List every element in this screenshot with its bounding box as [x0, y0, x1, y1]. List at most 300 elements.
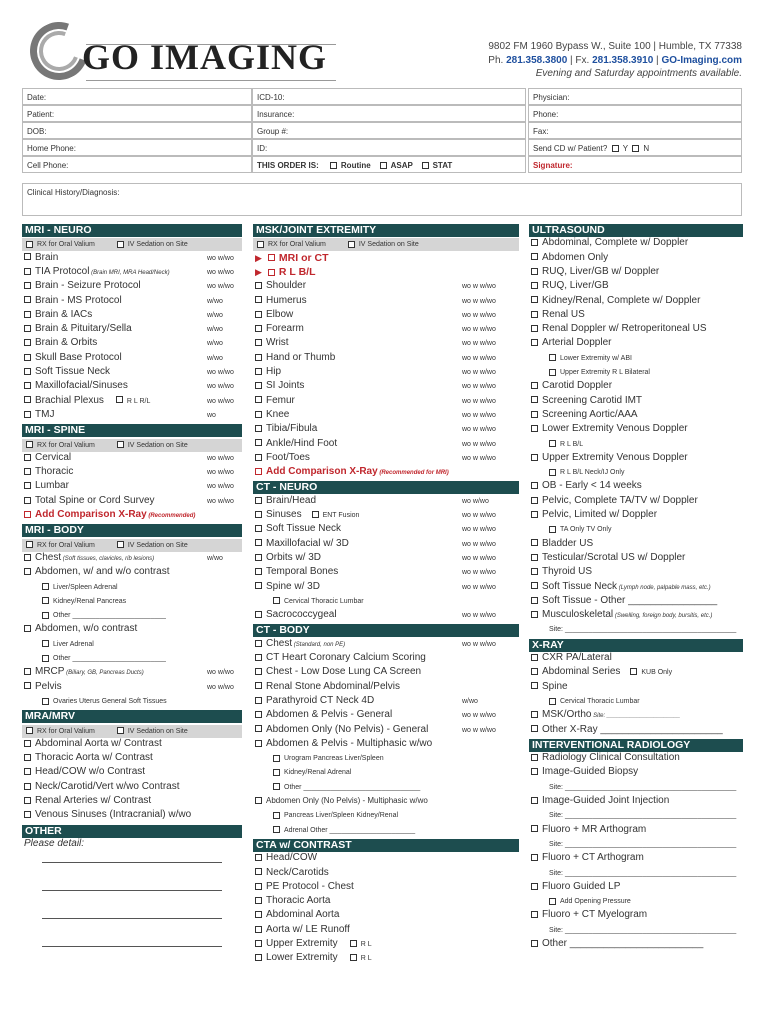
- lumbar-checkbox[interactable]: [24, 482, 31, 489]
- cxr-pa-lateral-option[interactable]: [531, 652, 612, 666]
- contrast-options[interactable]: [462, 410, 496, 422]
- other-option[interactable]: [531, 938, 703, 952]
- temporal-bones-checkbox[interactable]: [255, 568, 262, 575]
- renal-arteries-w-contrast-option[interactable]: [24, 795, 151, 809]
- lower-extremity-venous-doppler-checkbox[interactable]: [531, 425, 538, 432]
- cervical-option[interactable]: [24, 452, 71, 466]
- upper-extremity-r-l-bilateral-checkbox[interactable]: [549, 369, 556, 376]
- thoracic-aorta-w-contrast-option[interactable]: [24, 752, 153, 766]
- ent-fusion-checkbox[interactable]: [312, 511, 319, 518]
- screening-carotid-imt-option[interactable]: [531, 395, 642, 409]
- kub-only-checkbox[interactable]: [630, 668, 637, 675]
- contrast-options[interactable]: [462, 353, 496, 365]
- neck-carotid-vert-w-wo-contrast-checkbox[interactable]: [24, 783, 31, 790]
- kidney-renal-adrenal-suboptions[interactable]: [273, 767, 351, 781]
- urogram-pancreas-liver-spleen-checkbox[interactable]: [273, 755, 280, 762]
- adrenal-other-checkbox[interactable]: [273, 826, 280, 833]
- lower-extremity-option[interactable]: [255, 952, 372, 966]
- site-suboptions[interactable]: [549, 782, 736, 796]
- ct-heart-coronary-calcium-scoring-option[interactable]: [255, 652, 426, 666]
- cervical-thoracic-lumbar-suboptions[interactable]: [549, 696, 640, 710]
- contrast-options[interactable]: [207, 553, 223, 565]
- musculoskeletal-option[interactable]: [531, 609, 712, 623]
- foot-toes-checkbox[interactable]: [255, 454, 262, 461]
- pe-protocol-chest-checkbox[interactable]: [255, 883, 262, 890]
- image-guided-biopsy-checkbox[interactable]: [531, 768, 538, 775]
- oral-valium-checkbox[interactable]: [26, 727, 33, 734]
- hand-or-thumb-option[interactable]: [255, 352, 335, 366]
- hip-option[interactable]: [255, 366, 281, 380]
- pelvic-complete-ta-tv-w-doppler-checkbox[interactable]: [531, 497, 538, 504]
- contrast-options[interactable]: [207, 267, 234, 279]
- wrist-checkbox[interactable]: [255, 339, 262, 346]
- msk-ortho-option[interactable]: [531, 709, 680, 723]
- soft-tissue-neck-checkbox[interactable]: [24, 368, 31, 375]
- renal-us-checkbox[interactable]: [531, 311, 538, 318]
- abdominal-aorta-w-contrast-option[interactable]: [24, 738, 162, 752]
- contrast-options[interactable]: [207, 296, 223, 308]
- elbow-option[interactable]: [255, 309, 293, 323]
- iv-sedation-checkbox[interactable]: [117, 241, 124, 248]
- contrast-options[interactable]: [462, 324, 496, 336]
- side-options[interactable]: R L B/L: [278, 265, 316, 278]
- contrast-options[interactable]: [462, 453, 496, 465]
- contrast-options[interactable]: [462, 310, 496, 322]
- abdominal-aorta-checkbox[interactable]: [255, 911, 262, 918]
- iv-sedation-checkbox[interactable]: [117, 727, 124, 734]
- hip-checkbox[interactable]: [255, 368, 262, 375]
- abdominal-series-option[interactable]: [531, 666, 672, 680]
- head-cow-w-o-contrast-checkbox[interactable]: [24, 768, 31, 775]
- orbits-w-3d-checkbox[interactable]: [255, 554, 262, 561]
- ankle-hind-foot-checkbox[interactable]: [255, 439, 262, 446]
- skull-base-protocol-option[interactable]: [24, 352, 122, 366]
- orbits-w-3d-option[interactable]: [255, 552, 321, 566]
- other-suboptions[interactable]: [42, 610, 166, 624]
- side-checkbox[interactable]: [350, 940, 357, 947]
- contrast-options[interactable]: [462, 725, 496, 737]
- brain-head-option[interactable]: [255, 495, 316, 509]
- upper-extremity-venous-doppler-checkbox[interactable]: [531, 454, 538, 461]
- ovaries-uterus-general-soft-tissues-suboptions[interactable]: [42, 696, 167, 710]
- signature-field[interactable]: Signature:: [528, 156, 742, 173]
- brain-orbits-option[interactable]: [24, 337, 97, 351]
- chest-low-dose-lung-ca-screen-option[interactable]: [255, 666, 421, 680]
- sacrococcygeal-checkbox[interactable]: [255, 611, 262, 618]
- mri-or-ct-options[interactable]: MRI or CT: [278, 251, 329, 264]
- contrast-options[interactable]: [462, 567, 496, 579]
- ruq-liver-gb-option[interactable]: [531, 280, 609, 294]
- brain-seizure-protocol-option[interactable]: [24, 280, 141, 294]
- brain-pituitary-sella-option[interactable]: [24, 323, 132, 337]
- pelvic-limited-w-doppler-option[interactable]: [531, 509, 657, 523]
- brain-orbits-checkbox[interactable]: [24, 339, 31, 346]
- chest-checkbox[interactable]: [255, 640, 262, 647]
- other-suboptions[interactable]: [42, 653, 166, 667]
- contrast-options[interactable]: [207, 682, 234, 694]
- soft-tissue-neck-checkbox[interactable]: [255, 525, 262, 532]
- venous-sinuses-intracranial-w-wo-checkbox[interactable]: [24, 811, 31, 818]
- contrast-options[interactable]: [207, 481, 234, 493]
- brachial-plexus-option[interactable]: [24, 395, 150, 409]
- parathyroid-ct-neck-4d-checkbox[interactable]: [255, 697, 262, 704]
- ob-early-14-weeks-checkbox[interactable]: [531, 482, 538, 489]
- insurance-field[interactable]: Insurance:: [252, 105, 526, 122]
- dob-field[interactable]: DOB:: [22, 122, 252, 139]
- mri-ct-checkbox[interactable]: [268, 254, 275, 261]
- ta-only-tv-only-suboptions[interactable]: [549, 524, 611, 538]
- fax-field[interactable]: Fax:: [528, 122, 742, 139]
- phone-field[interactable]: Phone:: [528, 105, 742, 122]
- pancreas-liver-spleen-kidney-renal-checkbox[interactable]: [273, 812, 280, 819]
- knee-checkbox[interactable]: [255, 411, 262, 418]
- brachial-plexus-checkbox[interactable]: [24, 396, 31, 403]
- r-l-b-l-suboptions[interactable]: [549, 439, 583, 453]
- pelvic-complete-ta-tv-w-doppler-option[interactable]: [531, 495, 698, 509]
- adrenal-other-suboptions[interactable]: [273, 825, 415, 839]
- brain-pituitary-sella-checkbox[interactable]: [24, 325, 31, 332]
- website-link[interactable]: GO-Imaging.com: [661, 54, 742, 66]
- asap-checkbox[interactable]: [380, 162, 387, 169]
- detail-line-1[interactable]: [42, 862, 222, 863]
- contrast-options[interactable]: [207, 453, 234, 465]
- abdomen-pelvis-general-option[interactable]: [255, 709, 392, 723]
- mrcp-option[interactable]: [24, 666, 144, 680]
- group-field[interactable]: Group #:: [252, 122, 526, 139]
- lower-extremity-venous-doppler-option[interactable]: [531, 423, 688, 437]
- mrcp-checkbox[interactable]: [24, 668, 31, 675]
- oral-valium-checkbox[interactable]: [26, 241, 33, 248]
- image-guided-biopsy-option[interactable]: [531, 766, 638, 780]
- contrast-options[interactable]: [207, 353, 223, 365]
- contrast-options[interactable]: [462, 582, 496, 594]
- cervical-checkbox[interactable]: [24, 454, 31, 461]
- upper-extremity-checkbox[interactable]: [255, 940, 262, 947]
- total-spine-or-cord-survey-option[interactable]: [24, 495, 155, 509]
- date-field[interactable]: Date:: [22, 88, 252, 105]
- contrast-options[interactable]: [462, 696, 478, 708]
- chest-option[interactable]: [255, 638, 345, 652]
- renal-stone-abdominal-pelvis-option[interactable]: [255, 681, 400, 695]
- detail-line-2[interactable]: [42, 890, 222, 891]
- testicular-scrotal-us-w-doppler-checkbox[interactable]: [531, 554, 538, 561]
- contrast-options[interactable]: [462, 396, 496, 408]
- thoracic-option[interactable]: [24, 466, 73, 480]
- abdominal-complete-w-doppler-option[interactable]: [531, 237, 688, 251]
- screening-aortic-aaa-option[interactable]: [531, 409, 638, 423]
- other-suboptions[interactable]: [273, 782, 420, 796]
- ruq-liver-gb-w-doppler-option[interactable]: [531, 266, 659, 280]
- si-joints-checkbox[interactable]: [255, 382, 262, 389]
- arterial-doppler-option[interactable]: [531, 337, 611, 351]
- head-cow-option[interactable]: [255, 852, 317, 866]
- contrast-options[interactable]: [207, 496, 234, 508]
- contrast-options[interactable]: [207, 253, 234, 265]
- side-checkbox[interactable]: [268, 269, 275, 276]
- thoracic-aorta-checkbox[interactable]: [255, 897, 262, 904]
- ct-heart-coronary-calcium-scoring-checkbox[interactable]: [255, 654, 262, 661]
- cervical-thoracic-lumbar-checkbox[interactable]: [549, 698, 556, 705]
- lower-extremity-w-abi-suboptions[interactable]: [549, 353, 632, 367]
- contrast-options[interactable]: [207, 381, 234, 393]
- brain-ms-protocol-checkbox[interactable]: [24, 296, 31, 303]
- femur-checkbox[interactable]: [255, 396, 262, 403]
- lower-extremity-checkbox[interactable]: [255, 954, 262, 961]
- screening-carotid-imt-checkbox[interactable]: [531, 396, 538, 403]
- contrast-options[interactable]: [462, 610, 496, 622]
- cxr-pa-lateral-checkbox[interactable]: [531, 654, 538, 661]
- musculoskeletal-checkbox[interactable]: [531, 611, 538, 618]
- contrast-options[interactable]: [462, 510, 496, 522]
- lower-extremity-w-abi-checkbox[interactable]: [549, 354, 556, 361]
- shoulder-checkbox[interactable]: [255, 282, 262, 289]
- oral-valium-checkbox[interactable]: [26, 541, 33, 548]
- thoracic-aorta-option[interactable]: [255, 895, 330, 909]
- maxillofacial-w-3d-checkbox[interactable]: [255, 539, 262, 546]
- thoracic-aorta-w-contrast-checkbox[interactable]: [24, 754, 31, 761]
- thoracic-checkbox[interactable]: [24, 468, 31, 475]
- contrast-options[interactable]: [462, 338, 496, 350]
- contrast-options[interactable]: [462, 424, 496, 436]
- pelvis-option[interactable]: [24, 681, 62, 695]
- contrast-options[interactable]: [207, 396, 234, 408]
- neck-carotid-vert-w-wo-contrast-option[interactable]: [24, 781, 180, 795]
- center-phone[interactable]: 281.358.3800: [506, 54, 568, 66]
- chest-option[interactable]: [24, 552, 154, 566]
- send-cd-yes-checkbox[interactable]: [612, 145, 619, 152]
- tibia-fibula-option[interactable]: [255, 423, 317, 437]
- chest-low-dose-lung-ca-screen-checkbox[interactable]: [255, 668, 262, 675]
- abdomen-w-o-contrast-option[interactable]: [24, 623, 137, 637]
- site-suboptions[interactable]: [549, 925, 736, 939]
- other-checkbox[interactable]: [273, 783, 280, 790]
- chest-checkbox[interactable]: [24, 554, 31, 561]
- renal-arteries-w-contrast-checkbox[interactable]: [24, 797, 31, 804]
- other-x-ray-checkbox[interactable]: [531, 725, 538, 732]
- abdominal-complete-w-doppler-checkbox[interactable]: [531, 239, 538, 246]
- contrast-options[interactable]: [462, 539, 496, 551]
- add-comparison-x-ray-checkbox[interactable]: [24, 511, 31, 518]
- si-joints-option[interactable]: [255, 380, 304, 394]
- sinuses-checkbox[interactable]: [255, 511, 262, 518]
- renal-us-option[interactable]: [531, 309, 585, 323]
- testicular-scrotal-us-w-doppler-option[interactable]: [531, 552, 685, 566]
- liver-spleen-adrenal-suboptions[interactable]: [42, 582, 118, 596]
- contrast-options[interactable]: [207, 410, 216, 422]
- shoulder-option[interactable]: [255, 280, 306, 294]
- upper-extremity-venous-doppler-option[interactable]: [531, 452, 688, 466]
- soft-tissue-neck-option[interactable]: [255, 523, 341, 537]
- patient-field[interactable]: Patient:: [22, 105, 252, 122]
- contrast-options[interactable]: [207, 310, 223, 322]
- ruq-liver-gb-w-doppler-checkbox[interactable]: [531, 268, 538, 275]
- renal-stone-abdominal-pelvis-checkbox[interactable]: [255, 682, 262, 689]
- spine-option[interactable]: [531, 681, 568, 695]
- ovaries-uterus-general-soft-tissues-checkbox[interactable]: [42, 698, 49, 705]
- spine-w-3d-option[interactable]: [255, 581, 320, 595]
- neck-carotids-option[interactable]: [255, 867, 329, 881]
- abdomen-only-no-pelvis-multiphasic-w-wo-checkbox[interactable]: [255, 797, 262, 804]
- site-suboptions[interactable]: [549, 624, 736, 638]
- contrast-options[interactable]: [207, 667, 234, 679]
- add-opening-pressure-suboptions[interactable]: [549, 896, 631, 910]
- urogram-pancreas-liver-spleen-suboptions[interactable]: [273, 753, 384, 767]
- other-checkbox[interactable]: [42, 655, 49, 662]
- contrast-options[interactable]: [207, 324, 223, 336]
- iv-sedation-checkbox[interactable]: [117, 441, 124, 448]
- contrast-options[interactable]: [462, 381, 496, 393]
- brain-iacs-option[interactable]: [24, 309, 92, 323]
- abdomen-w-o-contrast-checkbox[interactable]: [24, 625, 31, 632]
- carotid-doppler-option[interactable]: [531, 380, 612, 394]
- ob-early-14-weeks-option[interactable]: [531, 480, 642, 494]
- soft-tissue-neck-option[interactable]: [24, 366, 110, 380]
- fluoro-mr-arthogram-checkbox[interactable]: [531, 825, 538, 832]
- side-checkbox[interactable]: [116, 396, 123, 403]
- routine-checkbox[interactable]: [330, 162, 337, 169]
- detail-line-3[interactable]: [42, 918, 222, 919]
- liver-spleen-adrenal-checkbox[interactable]: [42, 583, 49, 590]
- sacrococcygeal-option[interactable]: [255, 609, 337, 623]
- maxillofacial-sinuses-checkbox[interactable]: [24, 382, 31, 389]
- r-l-b-l-checkbox[interactable]: [549, 440, 556, 447]
- wrist-option[interactable]: [255, 337, 289, 351]
- temporal-bones-option[interactable]: [255, 566, 338, 580]
- ankle-hind-foot-option[interactable]: [255, 438, 337, 452]
- physician-field[interactable]: Physician:: [528, 88, 742, 105]
- maxillofacial-sinuses-option[interactable]: [24, 380, 128, 394]
- fluoro-ct-myelogram-option[interactable]: [531, 909, 647, 923]
- renal-doppler-w-retroperitoneal-us-checkbox[interactable]: [531, 325, 538, 332]
- mri-or-ct-option[interactable]: [255, 252, 329, 266]
- stat-checkbox[interactable]: [422, 162, 429, 169]
- forearm-checkbox[interactable]: [255, 325, 262, 332]
- renal-doppler-w-retroperitoneal-us-option[interactable]: [531, 323, 707, 337]
- contrast-options[interactable]: [207, 367, 234, 379]
- forearm-option[interactable]: [255, 323, 304, 337]
- site-suboptions[interactable]: [549, 839, 736, 853]
- abdominal-series-checkbox[interactable]: [531, 668, 538, 675]
- fluoro-ct-arthogram-checkbox[interactable]: [531, 854, 538, 861]
- abdomen-w-and-w-o-contrast-checkbox[interactable]: [24, 568, 31, 575]
- contrast-options[interactable]: [462, 524, 496, 536]
- neck-carotids-checkbox[interactable]: [255, 868, 262, 875]
- soft-tissue-neck-checkbox[interactable]: [531, 582, 538, 589]
- id-field[interactable]: ID:: [252, 139, 526, 156]
- skull-base-protocol-checkbox[interactable]: [24, 354, 31, 361]
- ta-only-tv-only-checkbox[interactable]: [549, 526, 556, 533]
- tmj-option[interactable]: [24, 409, 54, 423]
- contrast-options[interactable]: [462, 281, 496, 293]
- oral-valium-checkbox[interactable]: [26, 441, 33, 448]
- contrast-options[interactable]: [207, 467, 234, 479]
- venous-sinuses-intracranial-w-wo-option[interactable]: [24, 809, 191, 823]
- site-suboptions[interactable]: [549, 810, 736, 824]
- icd10-field[interactable]: ICD-10:: [252, 88, 526, 105]
- add-comparison-x-ray-option[interactable]: [24, 509, 195, 523]
- hand-or-thumb-checkbox[interactable]: [255, 354, 262, 361]
- aorta-w-le-runoff-option[interactable]: [255, 924, 350, 938]
- upper-extremity-option[interactable]: [255, 938, 372, 952]
- humerus-option[interactable]: [255, 295, 307, 309]
- abdominal-aorta-w-contrast-checkbox[interactable]: [24, 740, 31, 747]
- pancreas-liver-spleen-kidney-renal-suboptions[interactable]: [273, 810, 398, 824]
- maxillofacial-w-3d-option[interactable]: [255, 538, 349, 552]
- add-opening-pressure-checkbox[interactable]: [549, 898, 556, 905]
- aorta-w-le-runoff-checkbox[interactable]: [255, 926, 262, 933]
- site-suboptions[interactable]: [549, 868, 736, 882]
- thyroid-us-checkbox[interactable]: [531, 568, 538, 575]
- fluoro-guided-lp-option[interactable]: [531, 881, 620, 895]
- tia-protocol-option[interactable]: [24, 266, 170, 280]
- abdomen-pelvis-multiphasic-w-wo-checkbox[interactable]: [255, 740, 262, 747]
- elbow-checkbox[interactable]: [255, 311, 262, 318]
- other-x-ray-option[interactable]: [531, 724, 723, 738]
- kidney-renal-pancreas-suboptions[interactable]: [42, 596, 126, 610]
- cervical-thoracic-lumbar-checkbox[interactable]: [273, 597, 280, 604]
- brain-iacs-checkbox[interactable]: [24, 311, 31, 318]
- brain-ms-protocol-option[interactable]: [24, 295, 122, 309]
- bladder-us-checkbox[interactable]: [531, 539, 538, 546]
- tia-protocol-checkbox[interactable]: [24, 268, 31, 275]
- humerus-checkbox[interactable]: [255, 296, 262, 303]
- add-comparison-x-ray-option[interactable]: [255, 466, 449, 480]
- send-cd-no-checkbox[interactable]: [632, 145, 639, 152]
- contrast-options[interactable]: [462, 439, 496, 451]
- spine-w-3d-checkbox[interactable]: [255, 582, 262, 589]
- liver-adrenal-suboptions[interactable]: [42, 639, 94, 653]
- fluoro-mr-arthogram-option[interactable]: [531, 824, 646, 838]
- pelvis-checkbox[interactable]: [24, 682, 31, 689]
- fluoro-ct-arthogram-option[interactable]: [531, 852, 644, 866]
- side-checkbox[interactable]: [350, 954, 357, 961]
- contrast-options[interactable]: [462, 367, 496, 379]
- femur-option[interactable]: [255, 395, 295, 409]
- parathyroid-ct-neck-4d-option[interactable]: [255, 695, 374, 709]
- brain-seizure-protocol-checkbox[interactable]: [24, 282, 31, 289]
- cell-phone-field[interactable]: Cell Phone:: [22, 156, 252, 173]
- arterial-doppler-checkbox[interactable]: [531, 339, 538, 346]
- brain-checkbox[interactable]: [24, 253, 31, 260]
- kidney-renal-complete-w-doppler-checkbox[interactable]: [531, 296, 538, 303]
- foot-toes-option[interactable]: [255, 452, 310, 466]
- other-checkbox[interactable]: [531, 940, 538, 947]
- kidney-renal-adrenal-checkbox[interactable]: [273, 769, 280, 776]
- radiology-clinical-consultation-checkbox[interactable]: [531, 754, 538, 761]
- r-l-b-l-option[interactable]: [255, 266, 315, 280]
- contrast-options[interactable]: [462, 496, 489, 508]
- tibia-fibula-checkbox[interactable]: [255, 425, 262, 432]
- carotid-doppler-checkbox[interactable]: [531, 382, 538, 389]
- brain-option[interactable]: [24, 252, 58, 266]
- contrast-options[interactable]: [462, 553, 496, 565]
- radiology-clinical-consultation-option[interactable]: [531, 752, 680, 766]
- abdomen-only-checkbox[interactable]: [531, 253, 538, 260]
- iv-sedation-checkbox[interactable]: [117, 541, 124, 548]
- abdominal-aorta-option[interactable]: [255, 909, 339, 923]
- abdomen-only-no-pelvis-multiphasic-w-wo-option[interactable]: [255, 795, 428, 809]
- contrast-options[interactable]: [207, 338, 223, 350]
- detail-line-4[interactable]: [42, 946, 222, 947]
- thyroid-us-option[interactable]: [531, 566, 592, 580]
- upper-extremity-r-l-bilateral-suboptions[interactable]: [549, 367, 650, 381]
- abdomen-only-no-pelvis-general-checkbox[interactable]: [255, 725, 262, 732]
- add-comparison-x-ray-checkbox[interactable]: [255, 468, 262, 475]
- clinical-history-field[interactable]: Clinical History/Diagnosis:: [22, 183, 742, 216]
- abdomen-pelvis-general-checkbox[interactable]: [255, 711, 262, 718]
- brain-head-checkbox[interactable]: [255, 497, 262, 504]
- abdomen-only-option[interactable]: [531, 252, 608, 266]
